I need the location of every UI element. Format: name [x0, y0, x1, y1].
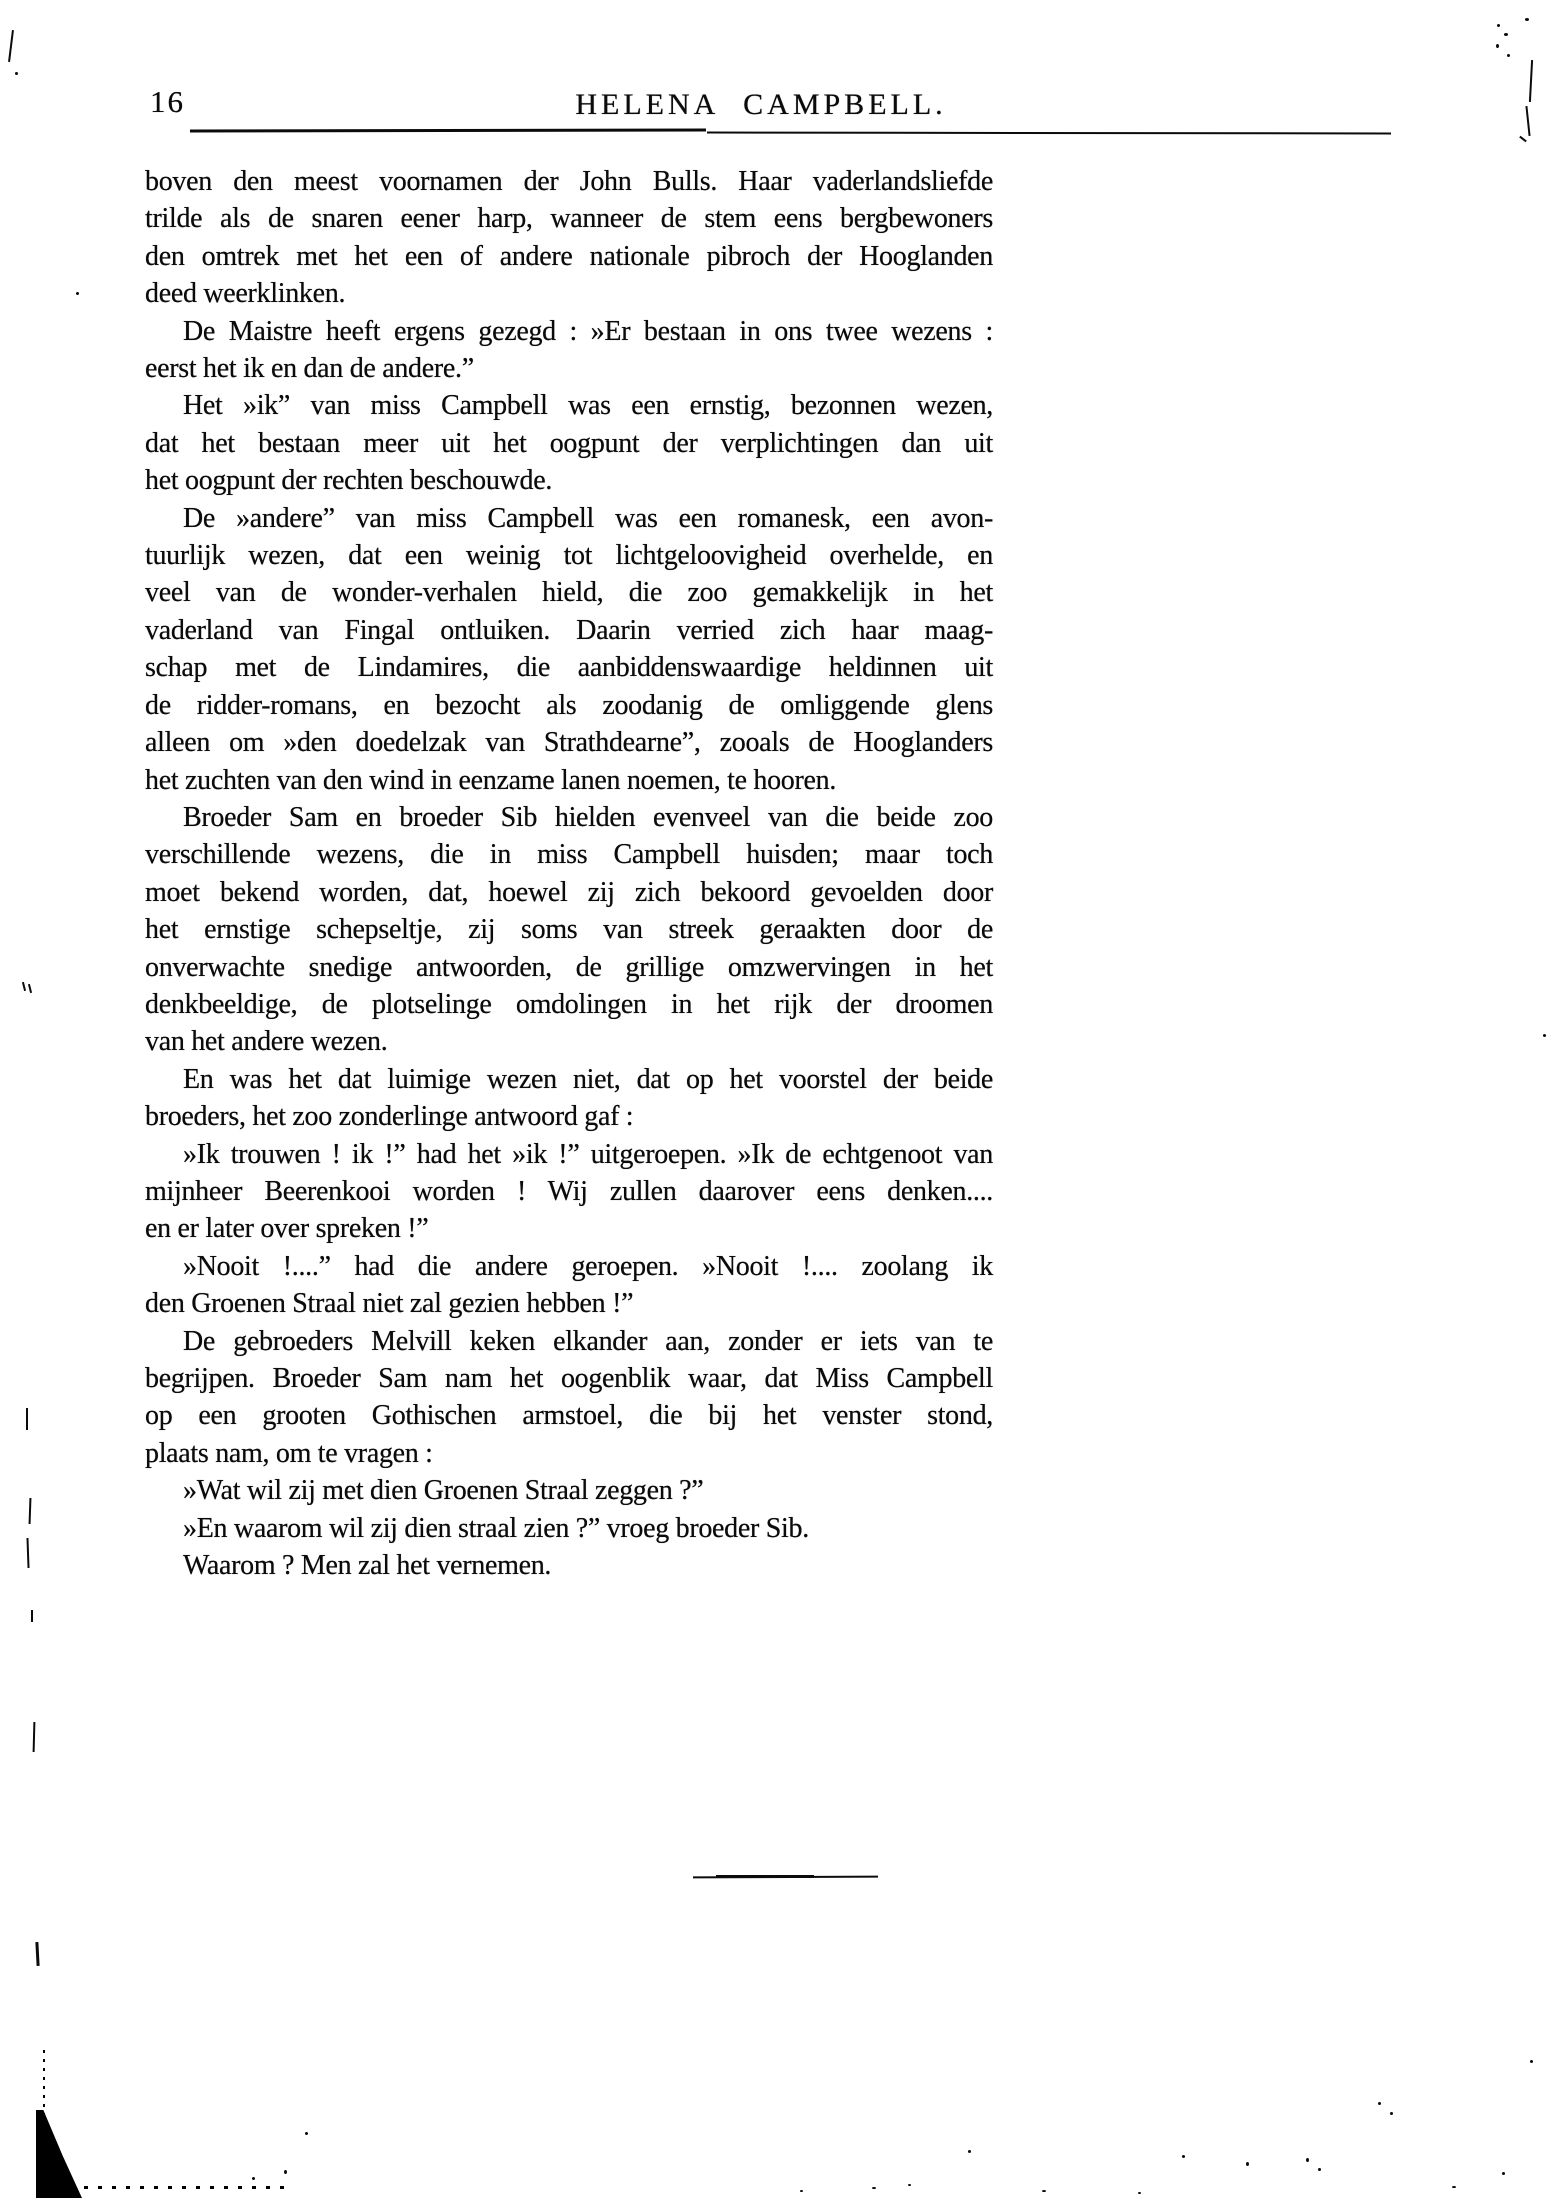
text-line: »Wat wil zij met dien Groenen Straal zeggen ?”	[183, 1475, 704, 1507]
paragraph	[145, 1136, 993, 1248]
ink-speck	[1504, 33, 1508, 36]
paragraph	[145, 500, 993, 799]
text-line: Broeder Sam en broeder Sib hielden evenveel van die beide zoo	[183, 801, 993, 833]
ink-speck	[305, 2132, 308, 2135]
text-line: den omtrek met het een of andere nationale pibroch der Hooglanden	[145, 240, 993, 272]
text-line: moet bekend worden, dat, hoewel zij zich bekoord gevoelden door	[145, 876, 993, 908]
text-line: en er later over spreken !”	[145, 1213, 429, 1245]
section-divider-rule-thick	[716, 1875, 814, 1878]
ink-speck	[1318, 2168, 1321, 2171]
text-line: het ernstige schepseltje, zij soms van streek geraakten door de	[145, 914, 993, 946]
ink-speck	[15, 72, 18, 75]
text-line: En was het dat luimige wezen niet, dat op het voorstel der beide	[183, 1063, 993, 1095]
text-line: alleen om »den doedelzak van Strathdearne”, zooals de Hooglanders	[145, 727, 993, 759]
ink-speck	[1497, 24, 1500, 27]
ink-speck	[1496, 44, 1499, 48]
ink-speck	[908, 2184, 911, 2186]
text-line: den Groenen Straal niet zal gezien hebben !”	[145, 1288, 634, 1320]
text-line: op een grooten Gothischen armstoel, die bij het venster stond,	[145, 1400, 993, 1432]
ink-scribble	[1519, 136, 1527, 143]
text-column	[145, 163, 993, 1584]
ink-mark	[8, 30, 14, 62]
paragraph	[145, 313, 993, 388]
text-line: veel van de wonder-verhalen hield, die zoo gemakkelijk in het	[145, 577, 993, 609]
text-line: »En waarom wil zij dien straal zien ?” vroeg broeder Sib.	[183, 1512, 809, 1544]
text-line: verschillende wezens, die in miss Campbell huisden; maar toch	[145, 839, 993, 871]
paragraph	[145, 1323, 993, 1585]
text-line: de ridder-romans, en bezocht als zoodanig de omliggende glens	[145, 689, 993, 721]
text-line: tuurlijk wezen, dat een weinig tot lichtgeloovigheid overhelde, en	[145, 540, 993, 572]
ink-speck	[1390, 2112, 1393, 2115]
text-line: plaats nam, om te vragen :	[145, 1437, 433, 1469]
ink-speck	[1306, 2158, 1309, 2162]
ink-speck	[1378, 2102, 1381, 2105]
text-line: denkbeeldige, de plotselinge omdolingen in het rijk der droomen	[145, 988, 993, 1020]
text-line: De gebroeders Melvill keken elkander aan, zonder er iets van te	[183, 1325, 993, 1357]
text-line: eerst het ik en dan de andere.”	[145, 353, 474, 385]
header-rule-left	[190, 128, 706, 132]
ink-speck	[284, 2170, 287, 2174]
page-number: 16	[150, 84, 185, 119]
ink-speck	[1525, 18, 1529, 21]
header-rule-right	[707, 132, 1391, 135]
margin-tick	[31, 1610, 33, 1622]
ink-speck	[1530, 2060, 1533, 2063]
ink-scribble	[1529, 60, 1533, 102]
text-line: De Maistre heeft ergens gezegd : »Er bestaan in ons twee wezens :	[183, 315, 993, 347]
text-line: schap met de Lindamires, die aanbiddenswaardige heldinnen uit	[145, 652, 993, 684]
text-line: De »andere” van miss Campbell was een romanesk, een avon-	[183, 502, 993, 534]
text-line: van het andere wezen.	[145, 1026, 388, 1058]
ink-speck	[800, 2190, 803, 2192]
text-line: »Ik trouwen ! ik !” had het »ik !” uitgeroepen. »Ik de echtgenoot van	[183, 1138, 993, 1170]
ink-speck	[1042, 2190, 1046, 2192]
margin-tick	[29, 1498, 32, 1524]
margin-tick	[26, 1538, 29, 1568]
text-line: boven den meest voornamen der John Bulls. Haar vaderlandsliefde	[145, 166, 993, 197]
margin-tick	[26, 1408, 28, 1430]
text-line: Het »ik” van miss Campbell was een ernstig, bezonnen wezen,	[183, 390, 993, 422]
ink-speck	[1246, 2162, 1249, 2166]
ink-speck	[1507, 54, 1510, 57]
running-title: HELENA CAMPBELL.	[575, 88, 947, 121]
margin-tick	[28, 984, 32, 993]
scan-speckle-trail	[84, 2186, 289, 2189]
ink-speck	[872, 2187, 876, 2189]
ink-speck	[1182, 2155, 1185, 2158]
ink-scribble	[1525, 106, 1530, 136]
text-line: begrijpen. Broeder Sam nam het oogenblik waar, dat Miss Campbell	[145, 1363, 993, 1394]
ink-speck	[1452, 2186, 1456, 2188]
ink-speck	[76, 292, 79, 295]
ink-speck	[968, 2150, 971, 2153]
text-line: dat het bestaan meer uit het oogpunt der verplichtingen dan uit	[145, 427, 993, 459]
margin-tick	[22, 982, 26, 991]
text-line: het zuchten van den wind in eenzame lanen noemen, te hooren.	[145, 764, 837, 796]
ink-speck	[252, 2177, 255, 2180]
ink-speck	[1502, 2172, 1505, 2175]
paragraph	[145, 1248, 993, 1323]
text-line: Waarom ? Men zal het vernemen.	[183, 1550, 552, 1582]
margin-tick	[35, 1942, 39, 1966]
scan-dotted-line	[43, 2050, 45, 2114]
ink-speck	[1138, 2192, 1141, 2194]
ink-speck	[1543, 1034, 1546, 1037]
margin-tick	[33, 1722, 36, 1752]
paragraph	[145, 163, 993, 313]
text-line: vaderland van Fingal ontluiken. Daarin verried zich haar maag-	[145, 614, 993, 646]
text-line: het oogpunt der rechten beschouwde.	[145, 465, 553, 497]
text-line: trilde als de snaren eener harp, wanneer de stem eens bergbewoners	[145, 203, 993, 235]
text-line: »Nooit !....” had die andere geroepen. »Nooit !.... zoolang ik	[183, 1250, 993, 1282]
text-line: broeders, het zoo zonderlinge antwoord gaf :	[145, 1101, 634, 1133]
ink-blot	[36, 2110, 82, 2198]
text-line: mijnheer Beerenkooi worden ! Wij zullen daarover eens denken....	[145, 1175, 993, 1207]
text-line: onverwachte snedige antwoorden, de grillige omzwervingen in het	[145, 951, 993, 983]
paragraph	[145, 387, 993, 499]
paragraph	[145, 799, 993, 1061]
text-line: deed weerklinken.	[145, 278, 346, 310]
paragraph	[145, 1061, 993, 1136]
